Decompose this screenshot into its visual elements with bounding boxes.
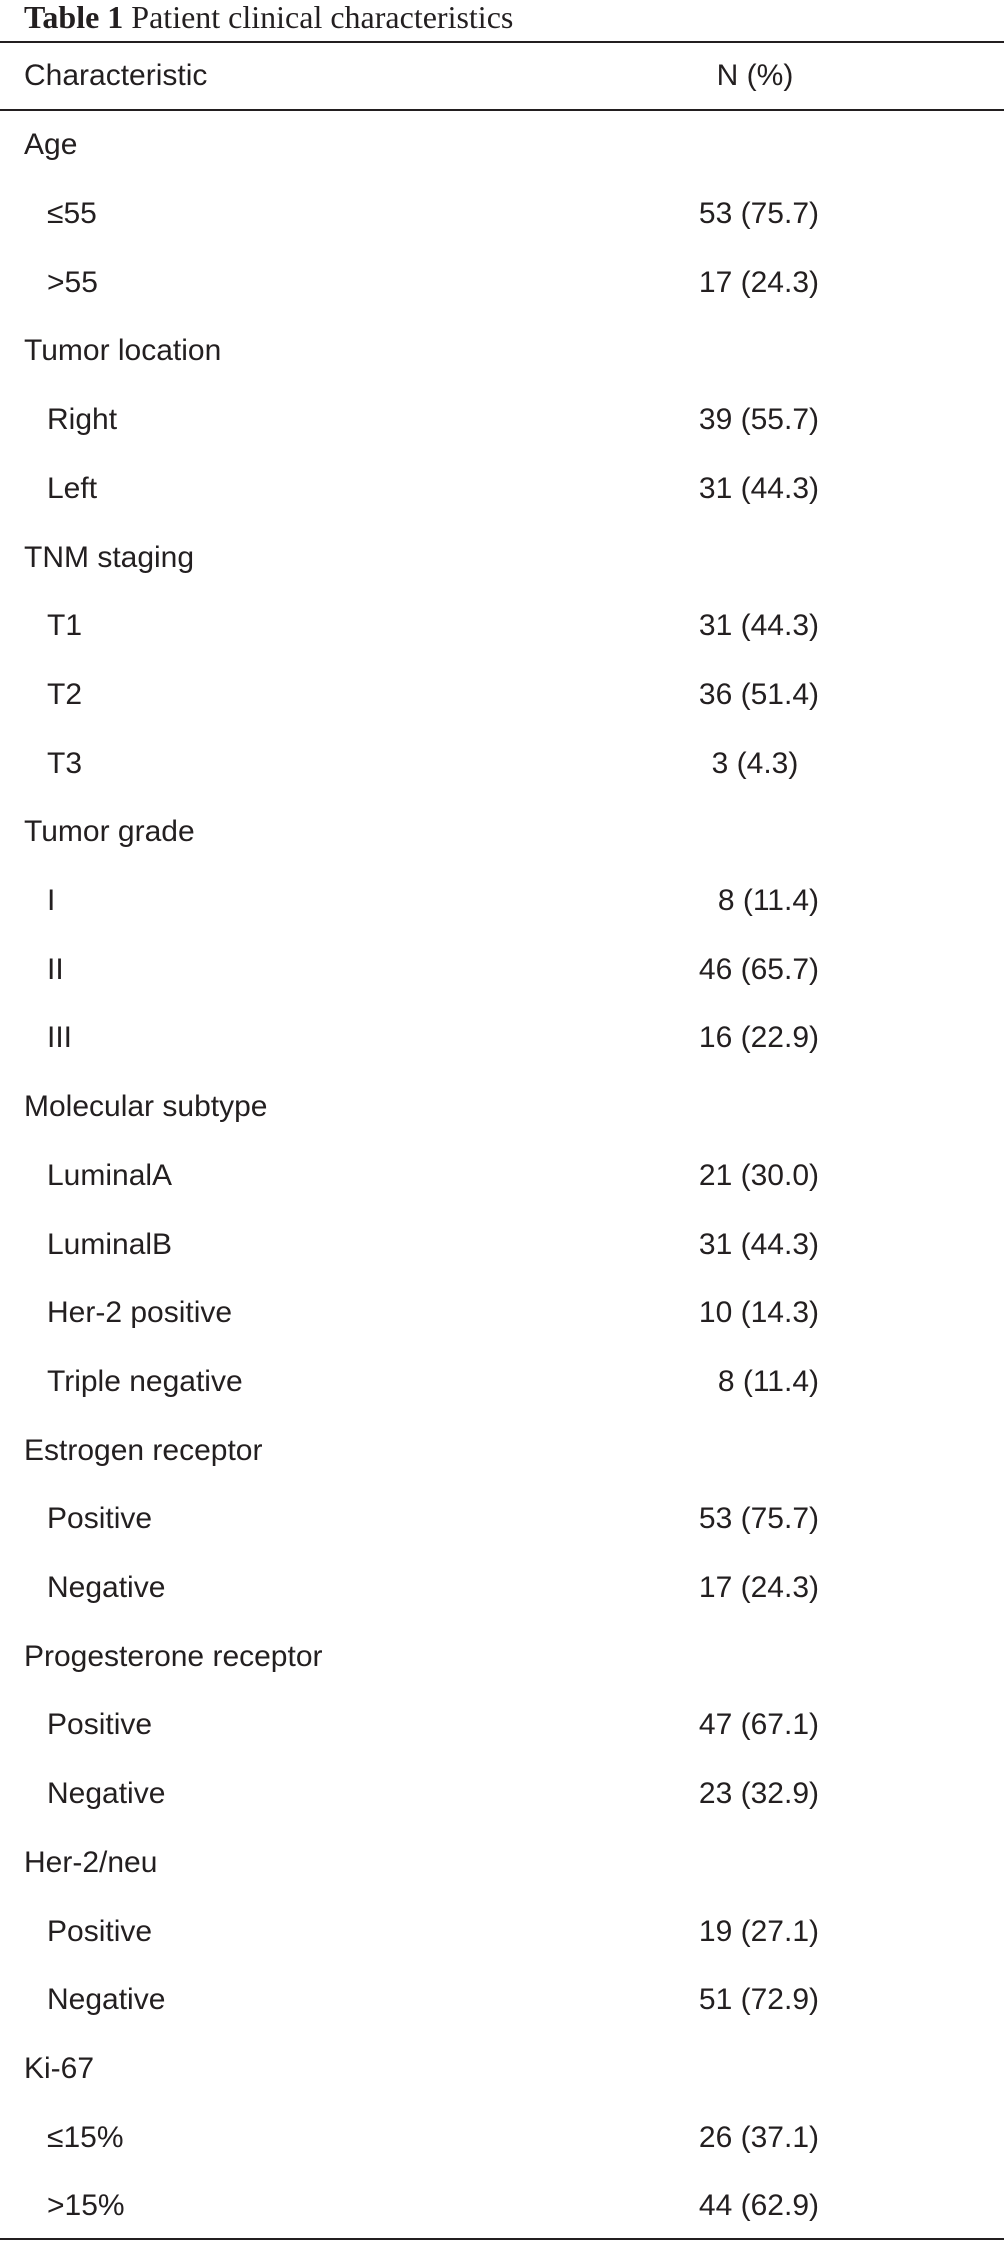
row-label: I: [47, 884, 56, 918]
row-value: 53 (75.7): [698, 197, 819, 231]
table-row: [0, 1966, 1004, 2035]
table-row: [0, 1142, 1004, 1211]
table-row: [0, 2172, 1004, 2241]
group-label: Progesterone receptor: [24, 1639, 323, 1673]
table-bottom-rule: [0, 2238, 1004, 2240]
group-label: Ki-67: [24, 2051, 95, 2085]
row-label: Right: [47, 403, 118, 437]
row-label: Negative: [47, 1983, 166, 2017]
table-group-row: [0, 1622, 1004, 1691]
row-label: T1: [47, 609, 83, 643]
table-row: [0, 2103, 1004, 2172]
row-label: Her-2 positive: [47, 1296, 233, 1330]
table-row: [0, 592, 1004, 661]
group-label: TNM staging: [24, 540, 195, 574]
row-label: Left: [47, 471, 98, 505]
table-group-row: [0, 1416, 1004, 1485]
table-row: [0, 729, 1004, 798]
row-value: 39 (55.7): [698, 403, 819, 437]
table-row: [0, 455, 1004, 524]
table-group-row: [0, 1073, 1004, 1142]
table-row: [0, 1004, 1004, 1073]
group-label: Tumor location: [24, 334, 222, 368]
row-value: 47 (67.1): [698, 1708, 819, 1742]
table-group-row: [0, 2035, 1004, 2104]
table-caption-label: Table 1: [24, 0, 124, 35]
row-label: Triple negative: [47, 1364, 243, 1398]
row-value: 21 (30.0): [698, 1158, 819, 1192]
table-row: [0, 1691, 1004, 1760]
row-value: 31 (44.3): [698, 1227, 819, 1261]
table-row: [0, 180, 1004, 249]
row-label: Negative: [47, 1571, 166, 1605]
row-value: 46 (65.7): [698, 952, 819, 986]
row-label: ≤55: [47, 197, 97, 231]
row-label: >55: [47, 265, 98, 299]
row-label: T3: [47, 746, 83, 780]
row-label: Positive: [47, 1708, 153, 1742]
table-row: [0, 1897, 1004, 1966]
row-value: 16 (22.9): [698, 1021, 819, 1055]
row-value: 3 (4.3): [711, 746, 799, 780]
group-label: Her-2/neu: [24, 1845, 158, 1879]
table-row: [0, 248, 1004, 317]
row-label: Positive: [47, 1502, 153, 1536]
row-value: 19 (27.1): [698, 1914, 819, 1948]
table-group-row: [0, 111, 1004, 180]
group-label: Tumor grade: [24, 815, 195, 849]
table-row: [0, 935, 1004, 1004]
group-label: Age: [24, 128, 78, 162]
row-value: 8 (11.4): [717, 1364, 819, 1398]
row-value: 17 (24.3): [698, 1571, 819, 1605]
table-group-row: [0, 1829, 1004, 1898]
row-label: LuminalA: [47, 1158, 173, 1192]
table-row: [0, 386, 1004, 455]
row-label: LuminalB: [47, 1227, 173, 1261]
row-label: ≤15%: [47, 2120, 124, 2154]
row-label: Positive: [47, 1914, 153, 1948]
group-label: Molecular subtype: [24, 1090, 268, 1124]
table-row: [0, 1554, 1004, 1623]
row-label: >15%: [47, 2189, 125, 2223]
table-caption-title: Patient clinical characteristics: [131, 0, 514, 35]
header-characteristic: Characteristic: [24, 59, 208, 93]
table-group-row: [0, 317, 1004, 386]
row-value: 31 (44.3): [698, 609, 819, 643]
row-value: 31 (44.3): [698, 471, 819, 505]
table-group-row: [0, 798, 1004, 867]
row-value: 53 (75.7): [698, 1502, 819, 1536]
row-label: T2: [47, 677, 83, 711]
table-row: [0, 1760, 1004, 1829]
row-value: 10 (14.3): [698, 1296, 819, 1330]
row-value: 36 (51.4): [698, 677, 819, 711]
row-value: 44 (62.9): [698, 2189, 819, 2223]
row-value: 8 (11.4): [717, 884, 819, 918]
table-row: [0, 867, 1004, 936]
table-row: [0, 1279, 1004, 1348]
table-row: [0, 1348, 1004, 1417]
header-n-percent: N (%): [716, 59, 794, 93]
row-label: II: [47, 952, 64, 986]
group-label: Estrogen receptor: [24, 1433, 263, 1467]
table-caption: [24, 0, 513, 40]
table-row: [0, 1485, 1004, 1554]
row-label: Negative: [47, 1777, 166, 1811]
row-value: 17 (24.3): [698, 265, 819, 299]
table-group-row: [0, 523, 1004, 592]
row-value: 23 (32.9): [698, 1777, 819, 1811]
table-row: [0, 661, 1004, 730]
table-row: [0, 1210, 1004, 1279]
row-value: 51 (72.9): [698, 1983, 819, 2017]
table-header-row: [0, 42, 1004, 111]
row-value: 26 (37.1): [698, 2120, 819, 2154]
row-label: III: [47, 1021, 73, 1055]
